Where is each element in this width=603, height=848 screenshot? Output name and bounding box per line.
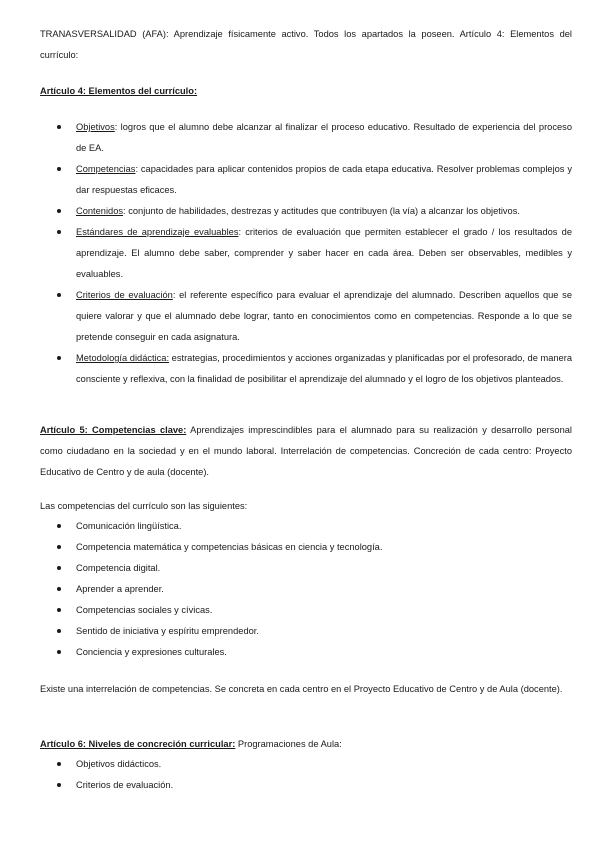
list-item: Competencia matemática y competencias básicas en ciencia y tecnología.	[40, 537, 572, 558]
article6-paragraph	[40, 734, 572, 755]
article6-text: Programaciones de Aula:	[235, 739, 342, 749]
list-item	[40, 348, 572, 390]
list-item: Conciencia y expresiones culturales.	[40, 642, 572, 663]
article4-heading-text: Artículo 4: Elementos del currículo:	[40, 86, 198, 96]
list-item	[40, 222, 572, 285]
definition: : criterios de evaluación que permiten establecer el grado / los resultados de aprendizaje. El alumno debe saber, comprender y saber hacer en cada área. Deben ser observables, medibles y evaluables.	[76, 227, 572, 279]
article5-paragraph	[40, 420, 572, 483]
list-item	[40, 117, 572, 159]
list-item: Aprender a aprender.	[40, 579, 572, 600]
article5-text: Aprendizajes imprescindibles para el alumnado para su realización y desarrollo personal como ciudadano en la sociedad y en el mundo laboral. Interrelación de competencias. Concreción de cada centro: Proyecto Educativo de Centro y de aula (docente).	[40, 425, 572, 477]
list-item: Comunicación lingüística.	[40, 516, 572, 537]
term: Metodología didáctica:	[76, 353, 170, 363]
list-item	[40, 201, 572, 222]
list-item: Criterios de evaluación.	[40, 775, 572, 796]
article5-heading: Artículo 5: Competencias clave:	[40, 425, 187, 435]
article6-heading: Artículo 6: Niveles de concreción curricular:	[40, 739, 236, 749]
term: Objetivos	[76, 122, 115, 132]
term: Estándares de aprendizaje evaluables	[76, 227, 239, 237]
intro-paragraph: TRANASVERSALIDAD (AFA): Aprendizaje físicamente activo. Todos los apartados la poseen. Artículo 4: Elementos del currículo:	[40, 29, 572, 60]
article4-heading	[40, 81, 572, 102]
definition: : conjunto de habilidades, destrezas y actitudes que contribuyen (la vía) a alcanzar los objetivos.	[123, 206, 520, 216]
competencias-closing: Existe una interrelación de competencias. Se concreta en cada centro en el Proyecto Educativo de Centro y de Aula (docente).	[40, 684, 563, 694]
list-item: Sentido de iniciativa y espíritu emprendedor.	[40, 621, 572, 642]
term: Contenidos	[76, 206, 124, 216]
competencias-list	[40, 516, 572, 663]
definition: : el referente específico para evaluar el aprendizaje del alumnado. Describen aquellos que se quiere valorar y que el alumnado debe lograr, tanto en conocimientos como en competencias. Responde a lo que se pretende conseguir en cada asignatura.	[76, 290, 572, 342]
term: Criterios de evaluación	[76, 290, 173, 300]
article6-list	[40, 754, 572, 796]
list-item	[40, 159, 572, 201]
article4-list	[40, 117, 572, 390]
list-item: Competencia digital.	[40, 558, 572, 579]
list-item: Competencias sociales y cívicas.	[40, 600, 572, 621]
competencias-intro: Las competencias del currículo son las siguientes:	[40, 501, 248, 511]
list-item	[40, 285, 572, 348]
list-item: Objetivos didácticos.	[40, 754, 572, 775]
definition: : logros que el alumno debe alcanzar al finalizar el proceso educativo. Resultado de experiencia del proceso de EA.	[76, 122, 572, 153]
definition: : capacidades para aplicar contenidos propios de cada etapa educativa. Resolver problemas complejos y dar respuestas eficaces.	[76, 164, 572, 195]
term: Competencias	[76, 164, 136, 174]
definition: estrategias, procedimientos y acciones organizadas y planificadas por el profesorado, de manera consciente y reflexiva, con la finalidad de posibilitar el aprendizaje del alumnado y el logro de los objetivos planteados.	[76, 353, 572, 384]
